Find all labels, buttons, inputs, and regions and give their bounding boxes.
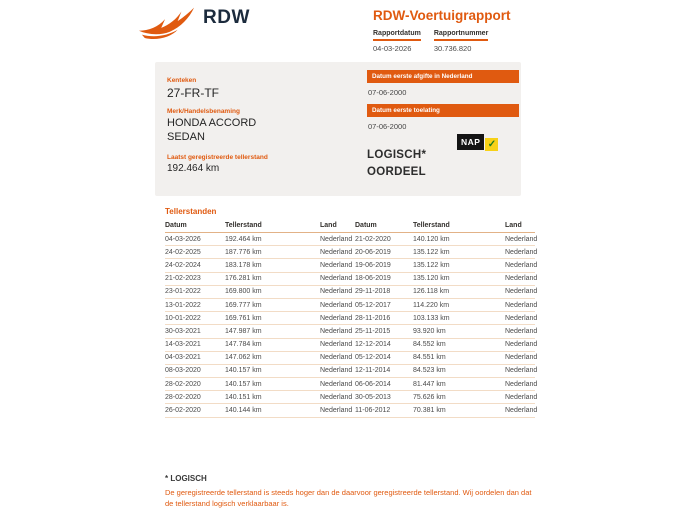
table-cell: 12-12-2014 — [355, 338, 413, 351]
tellerstand-value: 192.464 km — [167, 162, 220, 174]
table-cell: 10-01-2022 — [165, 312, 225, 325]
vehicle-panel — [155, 62, 521, 196]
nap-logo — [457, 134, 498, 151]
column-header-datum-2: Datum — [355, 219, 413, 233]
table-cell: 169.761 km — [225, 312, 320, 325]
column-header-tellerstand-1: Tellerstand — [225, 219, 320, 233]
tellerstand-label: Laatst geregistreerde tellerstand — [167, 153, 268, 161]
table-cell: 183.178 km — [225, 259, 320, 272]
table-cell: 19-06-2019 — [355, 259, 413, 272]
table-cell: Nederland — [505, 325, 535, 338]
vehicle-details — [167, 77, 268, 174]
table-cell: Nederland — [320, 259, 355, 272]
table-cell: 08-03-2020 — [165, 364, 225, 377]
table-row — [165, 272, 535, 285]
table-cell: 29-11-2018 — [355, 285, 413, 298]
table-cell: 14-03-2021 — [165, 338, 225, 351]
table-cell: Nederland — [505, 351, 535, 364]
table-cell: 81.447 km — [413, 378, 505, 391]
toelating-label-bar: Datum eerste toelating — [367, 104, 519, 117]
table-cell: 135.120 km — [413, 272, 505, 285]
table-cell: 140.144 km — [225, 404, 320, 417]
toelating-value: 07-06-2000 — [368, 122, 407, 131]
footnote-text: De geregistreerde tellerstand is steeds hoger dan de daarvoor geregistreerde tellerstand. Wij oordelen dan dat de tellerstand logisch verklaarbaar is. — [165, 488, 532, 509]
afgifte-label-bar: Datum eerste afgifte in Nederland — [367, 70, 519, 83]
table-cell: Nederland — [505, 298, 535, 311]
merk-line-1: HONDA ACCORD — [167, 117, 257, 129]
page-title: RDW-Voertuigrapport — [373, 8, 511, 23]
table-cell: 23-01-2022 — [165, 285, 225, 298]
table-row — [165, 233, 535, 246]
table-cell: Nederland — [505, 378, 535, 391]
table-cell: 192.464 km — [225, 233, 320, 246]
table-cell: 140.157 km — [225, 378, 320, 391]
table-cell: 114.220 km — [413, 298, 505, 311]
table-cell: Nederland — [505, 391, 535, 404]
table-cell: 13-01-2022 — [165, 298, 225, 311]
table-cell: 04-03-2021 — [165, 351, 225, 364]
report-meta — [373, 30, 488, 53]
table-cell: Nederland — [320, 246, 355, 259]
table-cell: 126.118 km — [413, 285, 505, 298]
rdw-bird-icon — [138, 6, 196, 47]
nap-check-icon: ✓ — [485, 138, 498, 151]
table-cell: 84.523 km — [413, 364, 505, 377]
registration-dates — [367, 70, 519, 182]
table-cell: Nederland — [505, 285, 535, 298]
table-cell: Nederland — [320, 351, 355, 364]
table-cell: 93.920 km — [413, 325, 505, 338]
table-cell: 28-02-2020 — [165, 378, 225, 391]
table-cell: 135.122 km — [413, 259, 505, 272]
merk-line-2: SEDAN — [167, 130, 205, 143]
table-cell: 140.151 km — [225, 391, 320, 404]
table-cell: 84.552 km — [413, 338, 505, 351]
kenteken-value: 27-FR-TF — [167, 86, 219, 100]
table-cell: Nederland — [320, 404, 355, 417]
table-cell: 26-02-2020 — [165, 404, 225, 417]
table-cell: Nederland — [505, 312, 535, 325]
table-cell: Nederland — [505, 259, 535, 272]
kenteken-label: Kenteken — [167, 77, 197, 84]
table-row — [165, 391, 535, 404]
table-row — [165, 298, 535, 311]
table-cell: 24-02-2025 — [165, 246, 225, 259]
table-cell: 187.776 km — [225, 246, 320, 259]
table-cell: Nederland — [320, 338, 355, 351]
table-cell: 147.062 km — [225, 351, 320, 364]
column-header-land-2: Land — [505, 219, 535, 233]
table-cell: 169.777 km — [225, 298, 320, 311]
table-header-row — [165, 219, 535, 233]
table-cell: 28-11-2016 — [355, 312, 413, 325]
table-row — [165, 325, 535, 338]
oordeel-text — [367, 147, 519, 182]
table-cell: 135.122 km — [413, 246, 505, 259]
table-cell: Nederland — [320, 298, 355, 311]
table-cell: Nederland — [320, 285, 355, 298]
table-row — [165, 378, 535, 391]
table-cell: Nederland — [505, 246, 535, 259]
table-cell: 20-06-2019 — [355, 246, 413, 259]
table-cell: Nederland — [320, 325, 355, 338]
table-cell: 84.551 km — [413, 351, 505, 364]
table-cell: 21-02-2023 — [165, 272, 225, 285]
nap-logo-text: NAP — [457, 134, 484, 150]
table-cell: 05-12-2014 — [355, 351, 413, 364]
report-date-block — [373, 30, 421, 53]
rdw-logo-text: RDW — [203, 7, 250, 28]
table-cell: 28-02-2020 — [165, 391, 225, 404]
table-row — [165, 338, 535, 351]
table-cell: 176.281 km — [225, 272, 320, 285]
afgifte-value: 07-06-2000 — [368, 88, 407, 97]
table-cell: 30-03-2021 — [165, 325, 225, 338]
table-cell: Nederland — [320, 272, 355, 285]
tellerstanden-title: Tellerstanden — [165, 207, 217, 216]
report-number-label: Rapportnummer — [434, 30, 488, 41]
table-cell: 21-02-2020 — [355, 233, 413, 246]
table-cell: Nederland — [505, 272, 535, 285]
rdw-logo — [138, 6, 250, 47]
table-cell: 103.133 km — [413, 312, 505, 325]
table-cell: 70.381 km — [413, 404, 505, 417]
table-row — [165, 312, 535, 325]
column-header-land-1: Land — [320, 219, 355, 233]
table-cell: 25-11-2015 — [355, 325, 413, 338]
table-cell: Nederland — [320, 391, 355, 404]
table-cell: 169.800 km — [225, 285, 320, 298]
table-cell: 12-11-2014 — [355, 364, 413, 377]
merk-value — [167, 117, 268, 145]
report-number-value: 30.736.820 — [433, 44, 472, 53]
table-cell: 24-02-2024 — [165, 259, 225, 272]
report-date-value: 04-03-2026 — [373, 44, 412, 53]
table-cell: 147.987 km — [225, 325, 320, 338]
table-cell: 140.157 km — [225, 364, 320, 377]
table-row — [165, 246, 535, 259]
table-cell: Nederland — [505, 338, 535, 351]
table-cell: 140.120 km — [413, 233, 505, 246]
oordeel-line-2: OORDEEL — [367, 166, 426, 179]
table-cell: 18-06-2019 — [355, 272, 413, 285]
oordeel-line-1: LOGISCH* — [367, 149, 427, 161]
table-row — [165, 259, 535, 272]
report-number-block — [434, 30, 488, 53]
table-cell: Nederland — [320, 378, 355, 391]
table-cell: Nederland — [320, 364, 355, 377]
column-header-tellerstand-2: Tellerstand — [413, 219, 505, 233]
tellerstanden-table — [165, 219, 538, 418]
table-cell: 11-06-2012 — [355, 404, 413, 417]
table-cell: Nederland — [320, 233, 355, 246]
report-date-label: Rapportdatum — [373, 30, 421, 41]
table-cell: Nederland — [505, 404, 535, 417]
table-cell: 30-05-2013 — [355, 391, 413, 404]
table-cell: 06-06-2014 — [355, 378, 413, 391]
table-cell: 04-03-2026 — [165, 233, 225, 246]
column-header-datum-1: Datum — [165, 219, 225, 233]
merk-label: Merk/Handelsbenaming — [167, 108, 240, 115]
table-row — [165, 285, 535, 298]
table-cell: 147.784 km — [225, 338, 320, 351]
footnote-title: * LOGISCH — [165, 474, 207, 483]
table-row — [165, 364, 535, 377]
table-cell: 75.626 km — [413, 391, 505, 404]
table-cell: 05-12-2017 — [355, 298, 413, 311]
table-row — [165, 351, 535, 364]
table-cell: Nederland — [505, 233, 535, 246]
table-cell: Nederland — [505, 364, 535, 377]
table-cell: Nederland — [320, 312, 355, 325]
table-row — [165, 404, 535, 417]
